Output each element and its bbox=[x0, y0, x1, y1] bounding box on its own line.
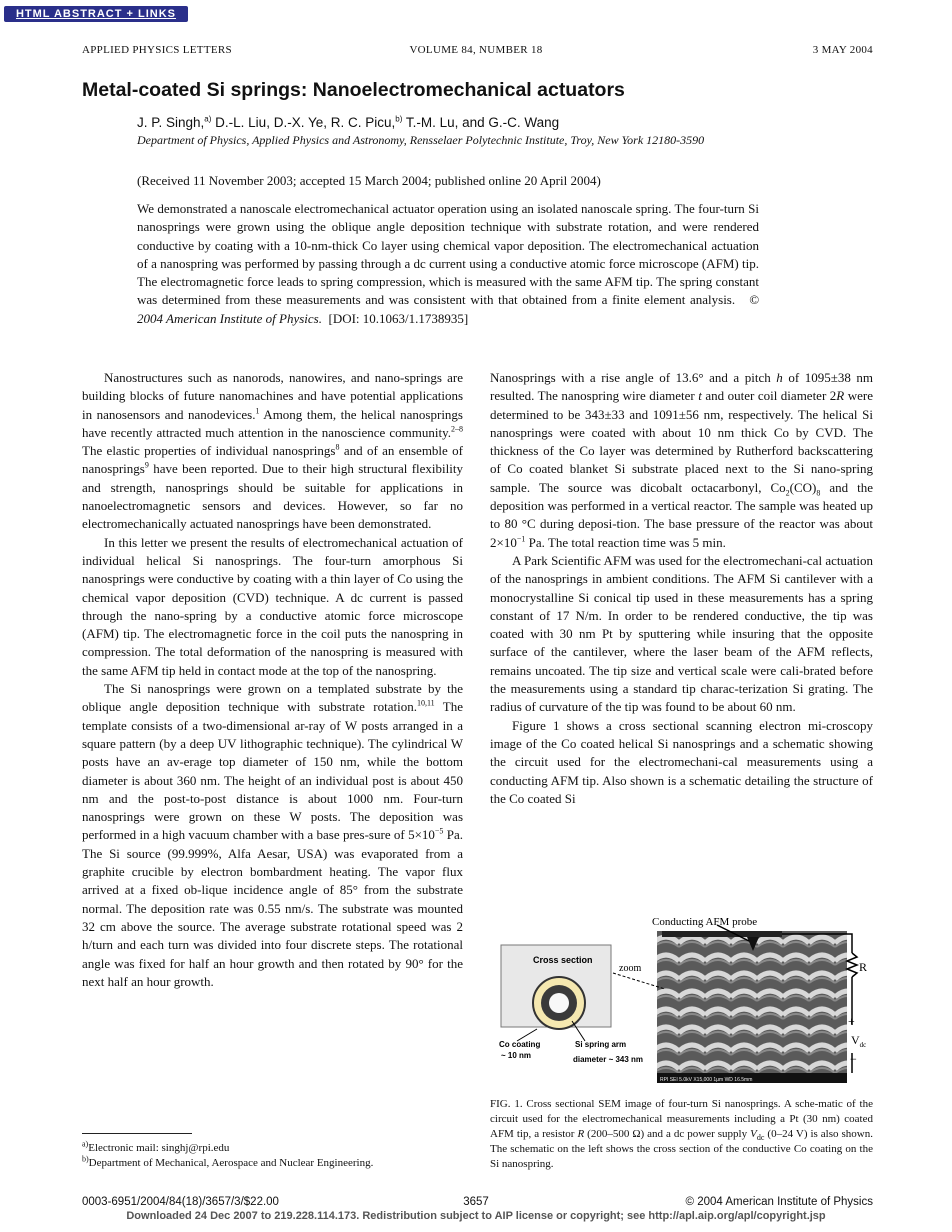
affiliation: Department of Physics, Applied Physics and Astronomy, Rensselaer Polytechnic Institute, Troy, New York 12180-3590 bbox=[137, 133, 705, 147]
paragraph: Nanostructures such as nanorods, nanowires, and nano-springs are building blocks of future nanomachines and have potential applications in nanosensors and nanodevices.$^1$ Among them, the helical nanosprings have recently attracted much attention in the nanoscience community.$^{2-8}$ The elastic properties of individual nanosprings$^8$ and of an ensemble of nanosprings$^9$ have been reported. Due to their high structural flexibility and strength, nanosprings should be suitable for applications in nanoelectromagnetic sensors and devices. However, so far no electromechanically actuated nanosprings have been demonstrated. bbox=[82, 370, 463, 532]
journal-name: APPLIED PHYSICS LETTERS bbox=[82, 44, 232, 56]
footnote-b: $^{b)}$Department of Mechanical, Aerospace and Nuclear Engineering. bbox=[82, 1154, 374, 1169]
figure-1 bbox=[497, 913, 877, 1083]
negative-terminal: − bbox=[850, 1052, 857, 1066]
download-notice: Downloaded 24 Dec 2007 to 219.228.114.173. Redistribution subject to AIP license or copyright; see http://apl.aip.org/apl/copyright.jsp bbox=[126, 1210, 826, 1222]
si-arm-diameter: diameter ~ 343 nm bbox=[573, 1055, 644, 1064]
figure-1-drawing bbox=[497, 913, 877, 1083]
paragraph: Nanosprings with a rise angle of 13.6° and a pitch h of 1095±38 nm resulted. The nanospring wire diameter t and outer coil diameter 2R were determined to be 343±33 and 1091±56 nm, respectively. The helical Si nanosprings were coated with about 10 nm thick Co by CVD. The thickness of the Co layer was determined by Rutherford backscattering of Co coated blanket Si substrate placed next to the Si nano-spring sample. The source was dicobalt octacarbonyl, $Co_2(CO)_8$ and the deposition was performed in a vertical reactor. The sample was heated up to 80 °C during deposi-tion. The base pressure of the reactor was about $2\times 10^{-1}$ Pa. The total reaction time was 5 min. bbox=[490, 370, 873, 550]
resistor-symbol bbox=[847, 953, 857, 977]
co-coating-label: Co coating bbox=[499, 1040, 541, 1049]
footer-issn: 0003-6951/2004/84(18)/3657/3/$22.00 bbox=[82, 1196, 279, 1208]
si-arm-label: Si spring arm bbox=[575, 1040, 627, 1049]
abstract: We demonstrated a nanoscale electromechanical actuator operation using an isolated nanoscale spring. The four-turn Si nanosprings were grown using the oblique angle deposition technique with substrate rotation, and were rendered conductive by coating with a 10-nm-thick Co layer using chemical vapor deposition. The electromechanical actuation of a nanospring was performed by passing through a dc current using a conductive atomic force microscope (AFM) tip. The electromagnetic force leads to spring compression, which is measured with the same AFM tip. The spring constant was determined from these measurements and was consistent with that obtained from a finite element analysis. © 2004 American Institute of Physics. [DOI: 10.1063/1.1738935] bbox=[137, 201, 760, 326]
page-number: 3657 bbox=[463, 1196, 489, 1208]
volume-number: VOLUME 84, NUMBER 18 bbox=[409, 44, 543, 56]
co-coating-thickness: ~ 10 nm bbox=[501, 1051, 532, 1060]
voltage-label: $V_{dc}$ bbox=[851, 1033, 867, 1049]
paragraph: The Si nanosprings were grown on a templated substrate by the oblique angle deposition technique with substrate rotation.$^{10,11}$ The template consists of a two-dimensional ar-ray of W posts arranged in a square pattern (by a deep UV lithographic technique). The cylindrical W posts have an av-erage top diameter of 150 nm, while the bottom diameter is about 360 nm. The height of an individual post is about 450 nm and the post-to-post distance is about 1000 nm. Four-turn nanosprings were grown on these W posts. The deposition was performed in a high vacuum chamber with a base pres-sure of $5\times 10^{-5}$ Pa. The Si source (99.999%, Alfa Aesar, USA) was evaporated from a graphite crucible by electron bombardment heating. The vapor flux arrived at a fixed ob-lique incidence angle of 85° from the substrate normal. The deposition rate was 0.55 nm/s. The substrate was mounted 32 cm above the source. The average substrate rotational speed was 2 h/turn and each turn was divided into four discrete steps. The rotational angle was fixed for half an hour growth and then rotated by 90° for the next half an hour growth. bbox=[82, 681, 463, 989]
author-list: J. P. Singh,$^{a)}$ D.-L. Liu, D.-X. Ye, R. C. Picu,$^{b)}$ T.-M. Lu, and G.-C. Wang bbox=[137, 114, 560, 130]
resistor-label: R bbox=[859, 960, 868, 974]
probe-label: Conducting AFM probe bbox=[652, 916, 758, 928]
sem-info-bar: RPI SEI 5.0kV X15,000 1μm WD 16.5mm bbox=[660, 1077, 753, 1083]
afm-cantilever bbox=[662, 931, 782, 937]
right-column bbox=[490, 369, 873, 808]
footnote-divider bbox=[82, 1133, 192, 1134]
doi-link[interactable]: [DOI: 10.1063/1.1738935] bbox=[328, 310, 469, 326]
footnote-a: $^{a)}$Electronic mail: singhj@rpi.edu bbox=[82, 1139, 230, 1154]
paragraph: A Park Scientific AFM was used for the electromechani-cal actuation of the nanosprings in ambient conditions. The AFM Si cantilever with a monocrystalline Si conical tip used in these measurements has a spring constant of 17 N/m. In order to be rendered conductive, the tip was coated with 30 nm Pt by sputtering while insuring that the opposite surface of the cantilever, where the laser beam of the AFM reflects, remains uncoated. The tip size and vertical scale were cali-brated before the measurements using a standard tip charac-terization Si grating. The radius of curvature of the tip was found to be about 60 nm. bbox=[490, 552, 873, 715]
zoom-label: zoom bbox=[619, 963, 642, 974]
paragraph: In this letter we present the results of electromechanical actuation of individual helical Si nanosprings. The four-turn amorphous Si nanosprings were conductive by coating with a thin layer of Co using the chemical vapor deposition (CVD) technique. A dc current is passed through the nano-spring by a conductive atomic force microscope (AFM) tip. The electromagnetic force in the coil puts the nanospring in compression. The total deformation of the nanospring is measured with the same AFM tip held in contact mode at the top of the nanospring. bbox=[82, 534, 463, 678]
positive-terminal: + bbox=[848, 1014, 855, 1028]
footer-copyright: © 2004 American Institute of Physics bbox=[685, 1196, 873, 1208]
figure-1-caption: FIG. 1. Cross sectional SEM image of four-turn Si nanosprings. A sche-matic of the circuit used for the electromechanical measurements including a Pt (30 nm) coated AFM tip, a resistor R (200–500 Ω) and a dc power supply $V_{dc}$ (0–24 V) is also shown. The schematic on the left shows the cross section of the conductive Co coating on the Si nanospring. bbox=[490, 1098, 873, 1170]
paper-title: Metal-coated Si springs: Nanoelectromechanical actuators bbox=[82, 79, 625, 101]
issue-date: 3 MAY 2004 bbox=[812, 44, 873, 56]
left-column bbox=[82, 369, 463, 991]
paragraph: Figure 1 shows a cross sectional scanning electron mi-croscopy image of the Co coated helical Si nanosprings and a schematic showing the circuit used for the electromechani-cal measurements using a conducting AFM tip. Also shown is a schematic detailing the structure of the Co coated Si bbox=[490, 717, 873, 806]
abstract-copyright: © 2004 American Institute of Physics. bbox=[137, 292, 760, 326]
received-dates: (Received 11 November 2003; accepted 15 March 2004; published online 20 April 2004) bbox=[137, 173, 601, 188]
html-abstract-links-badge[interactable]: HTML ABSTRACT + LINKS bbox=[4, 6, 188, 22]
cross-section-label: Cross section bbox=[533, 955, 593, 965]
sem-image bbox=[657, 931, 847, 1083]
